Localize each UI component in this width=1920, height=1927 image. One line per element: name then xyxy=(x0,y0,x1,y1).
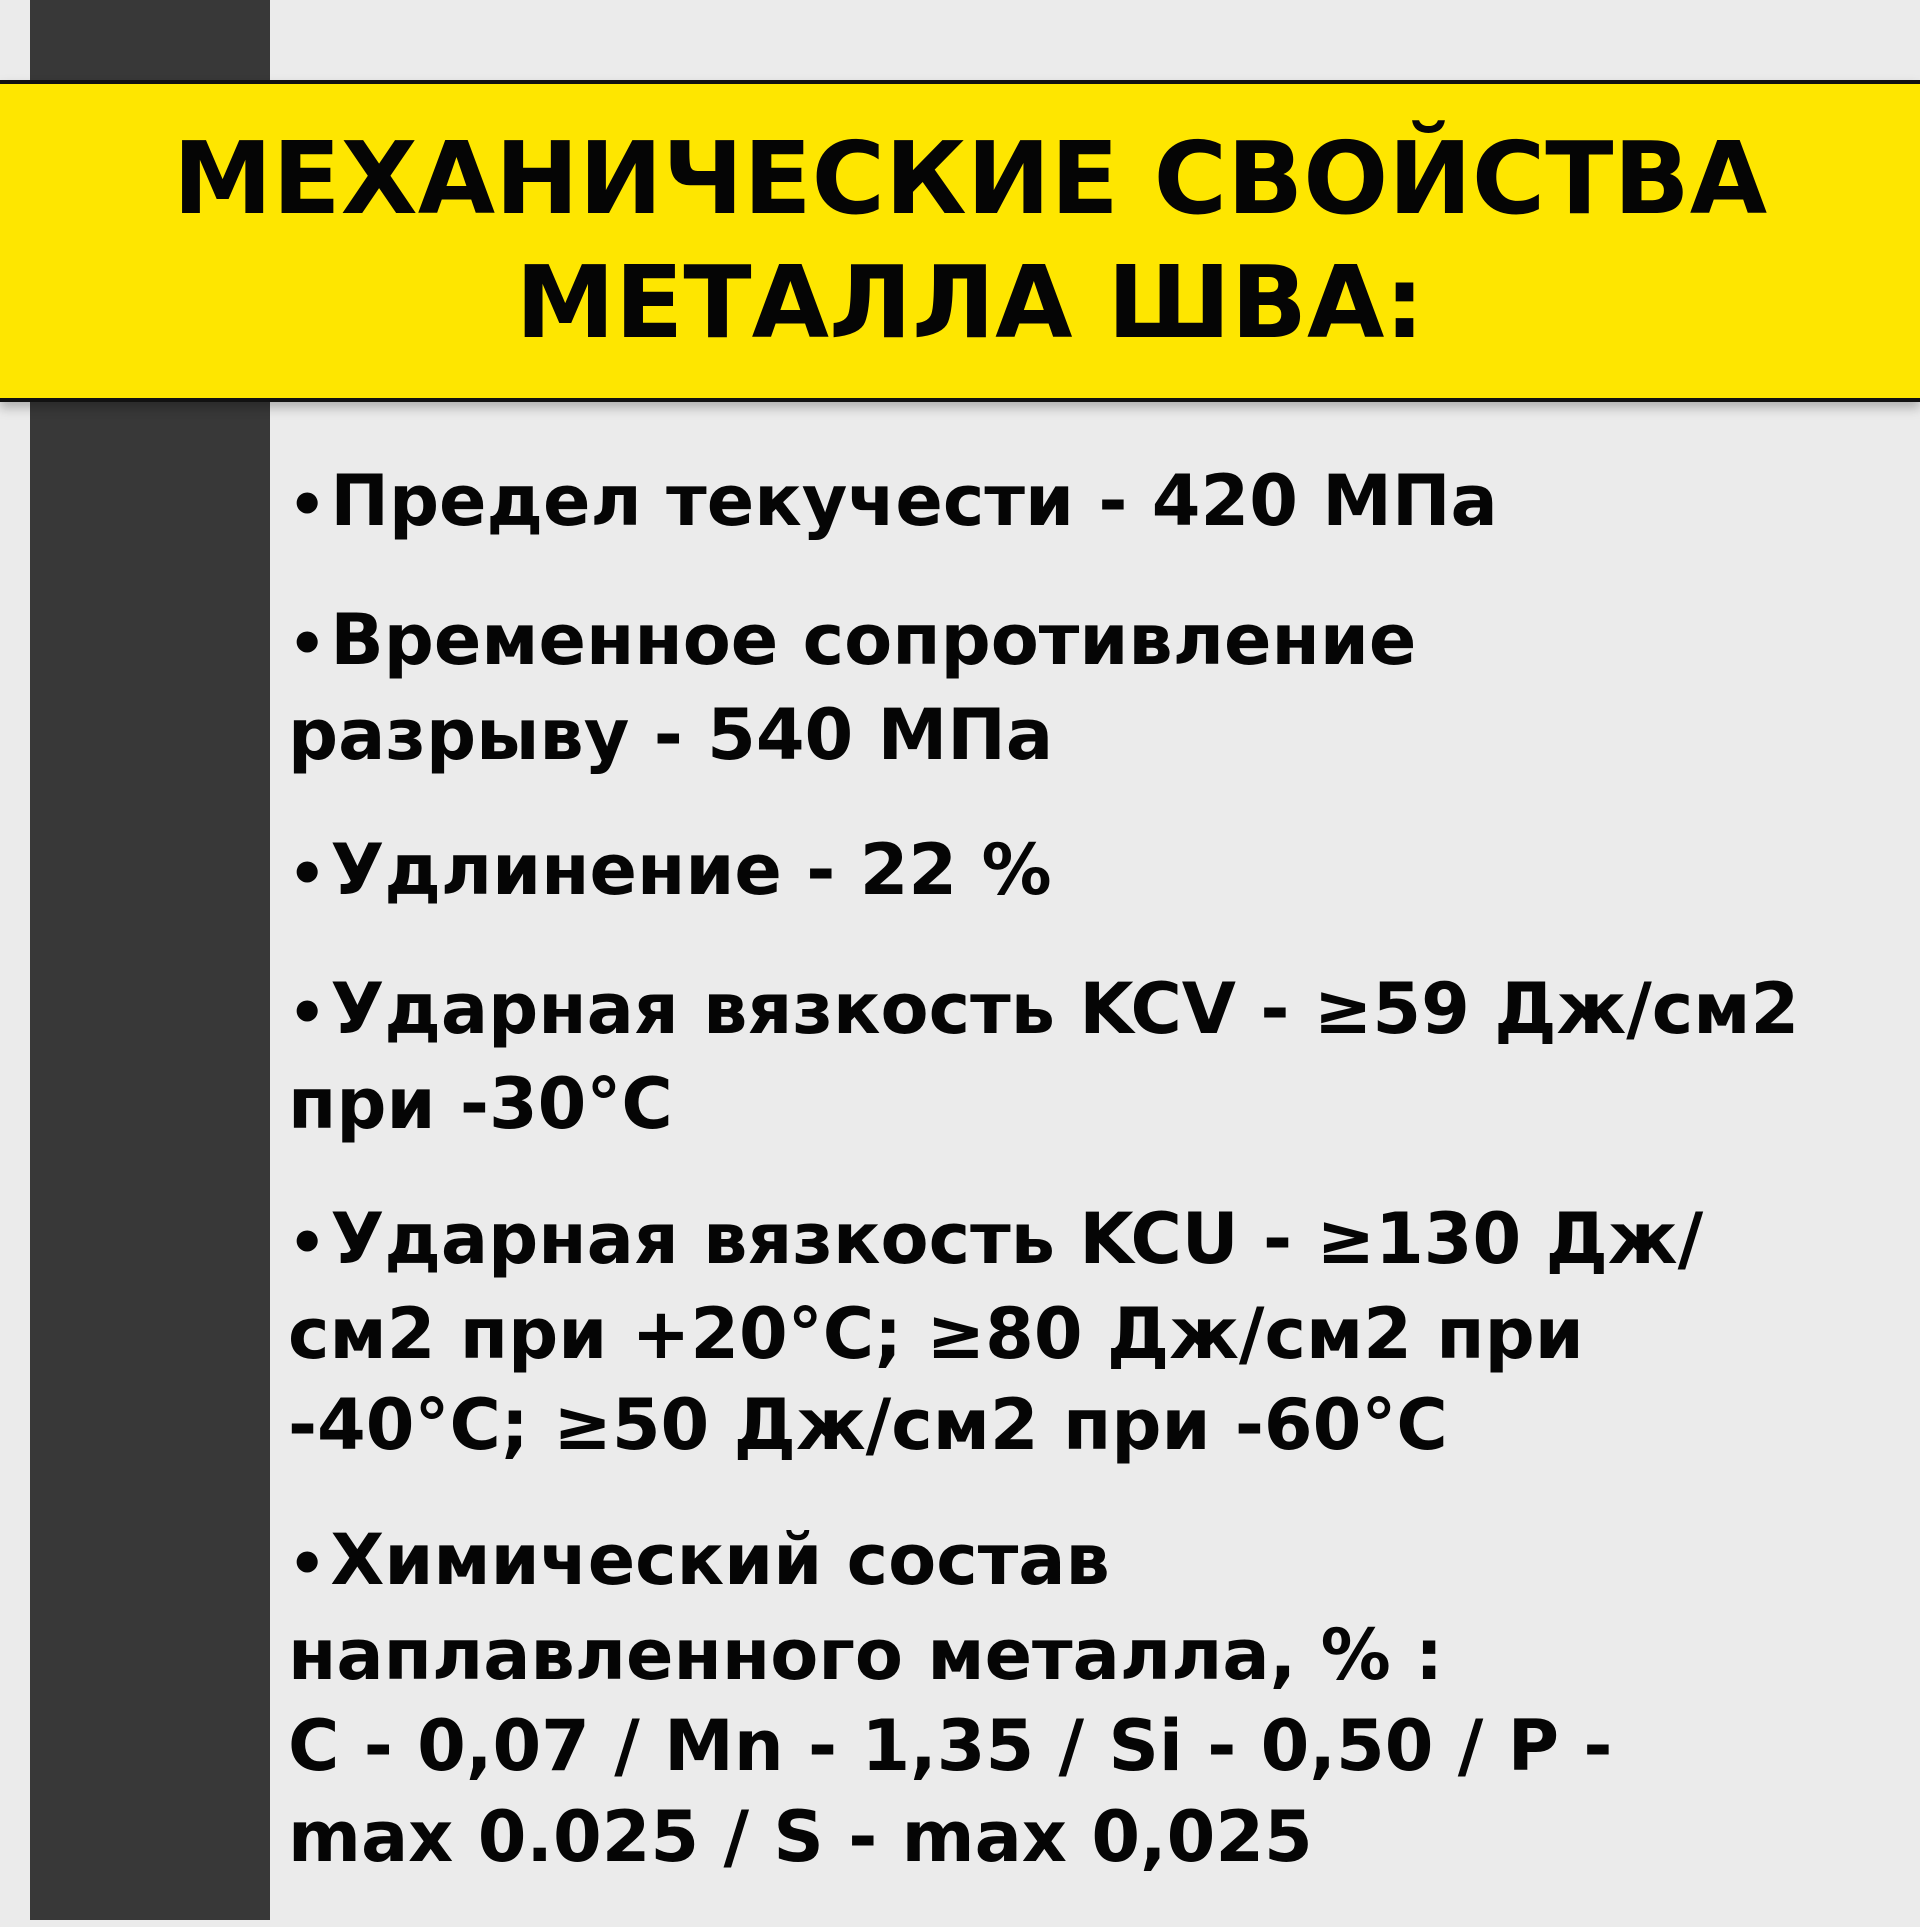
property-chemical-composition xyxy=(288,1515,1913,1883)
title-line-2: МЕТАЛЛА ШВА: xyxy=(515,244,1425,361)
bullet-icon: • xyxy=(288,1529,327,1599)
property-line: разрыву - 540 МПа xyxy=(288,694,1054,776)
properties-list xyxy=(288,456,1913,1927)
property-line: наплавленного металла, % : xyxy=(288,1614,1444,1696)
property-impact-kcu xyxy=(288,1194,1913,1471)
property-elongation xyxy=(288,825,1913,920)
property-line: C - 0,07 / Mn - 1,35 / Si - 0,50 / P - xyxy=(288,1705,1613,1787)
property-yield-strength xyxy=(288,456,1913,551)
property-line: Химический состав xyxy=(330,1519,1110,1601)
property-line: при -30°C xyxy=(288,1063,673,1145)
bullet-icon: • xyxy=(288,609,327,679)
property-line: Предел текучести - 420 МПа xyxy=(330,460,1498,542)
property-tensile-strength xyxy=(288,595,1913,781)
property-line: см2 при +20°C; ≥80 Дж/см2 при xyxy=(288,1293,1584,1375)
bullet-icon: • xyxy=(288,839,327,909)
bullet-icon: • xyxy=(288,1208,327,1278)
property-line: Удлинение - 22 % xyxy=(330,829,1052,911)
property-line: Временное сопротивление xyxy=(330,599,1417,681)
bullet-icon: • xyxy=(288,470,327,540)
property-line: Ударная вязкость KCU - ≥130 Дж/ xyxy=(330,1198,1704,1280)
property-impact-kcv xyxy=(288,964,1913,1150)
property-line: max 0.025 / S - max 0,025 xyxy=(288,1796,1313,1878)
property-line: -40°C; ≥50 Дж/см2 при -60°C xyxy=(288,1384,1448,1466)
bullet-icon: • xyxy=(288,978,327,1048)
property-line: Ударная вязкость KCV - ≥59 Дж/см2 xyxy=(330,968,1800,1050)
title-banner xyxy=(0,80,1920,402)
title-line-1: МЕХАНИЧЕСКИЕ СВОЙСТВА xyxy=(172,120,1768,237)
page-title xyxy=(153,117,1767,365)
